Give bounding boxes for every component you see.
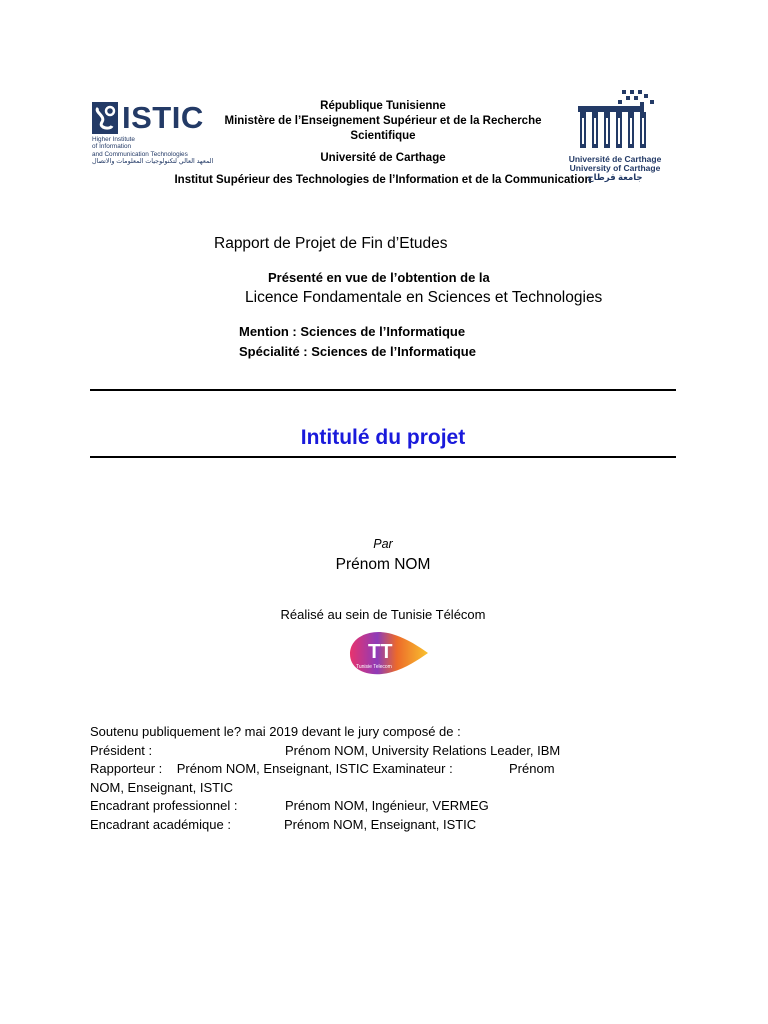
report-degree: Licence Fondamentale en Sciences et Technologies xyxy=(245,289,603,306)
tunisie-telecom-logo xyxy=(346,628,430,678)
president-label: Président : xyxy=(90,742,153,758)
carthage-name-fr: Université de Carthage xyxy=(568,154,662,164)
header-institute: Institut Supérieur des Technologies de l’Information et de la Communication xyxy=(174,174,592,186)
report-mention: Mention : Sciences de l’Informatique xyxy=(239,324,466,339)
report-presented-for: Présenté en vue de l’obtention de la xyxy=(268,270,490,285)
report-specialty: Spécialité : Sciences de l’Informatique xyxy=(239,344,476,359)
author-name: Prénom NOM xyxy=(335,556,431,573)
tunisie-telecom-drop-icon xyxy=(346,628,430,678)
istic-logo xyxy=(90,100,214,175)
tt-caption: Tunisie Telecom xyxy=(356,664,392,670)
jury-intro: Soutenu publiquement le? mai 2019 devant le jury composé de : xyxy=(90,724,461,739)
rapporteur-line: Rapporteur : Prénom NOM, Enseignant, ISTIC Examinateur : xyxy=(90,761,453,776)
academic-supervisor-label: Encadrant académique : xyxy=(90,816,231,832)
header-ministry-line2: Scientifique xyxy=(350,130,416,142)
pro-supervisor-label: Encadrant professionnel : xyxy=(90,798,238,813)
realized-at: Réalisé au sein de Tunisie Télécom xyxy=(280,607,486,622)
istic-mark-icon xyxy=(92,102,118,134)
pro-supervisor-value: Prénom NOM, Ingénieur, VERMEG xyxy=(285,798,489,813)
carthage-name-ar: جامعة قرطاج xyxy=(587,172,643,182)
academic-supervisor-value: Prénom NOM, Enseignant, ISTIC xyxy=(284,816,477,832)
project-title: Intitulé du projet xyxy=(300,426,466,449)
istic-subtitle: Higher Institute of Information and Communication Technologies المعهد العالي لتكنولوجيات المعلومات والاتصال xyxy=(92,136,214,166)
header-republic: République Tunisienne xyxy=(320,100,446,112)
title-top-rule xyxy=(90,389,676,391)
carthage-emblem-icon xyxy=(574,86,658,152)
istic-wordmark: ISTIC xyxy=(122,100,204,135)
title-bottom-rule xyxy=(90,456,676,458)
carthage-logo xyxy=(560,86,670,182)
carthage-name-en: University of Carthage xyxy=(569,163,661,173)
examinateur-value-part1: Prénom xyxy=(509,761,555,776)
examinateur-value-part2: NOM, Enseignant, ISTIC xyxy=(90,779,234,795)
tt-mark: TT xyxy=(368,641,393,663)
president-value: Prénom NOM, University Relations Leader, IBM xyxy=(285,742,561,758)
header-university: Université de Carthage xyxy=(320,152,446,164)
by-label: Par xyxy=(373,537,393,551)
jury-block xyxy=(90,723,690,834)
report-type: Rapport de Projet de Fin d’Etudes xyxy=(214,235,448,252)
header-ministry-line1: Ministère de l’Enseignement Supérieur et de la Recherche xyxy=(224,115,542,127)
